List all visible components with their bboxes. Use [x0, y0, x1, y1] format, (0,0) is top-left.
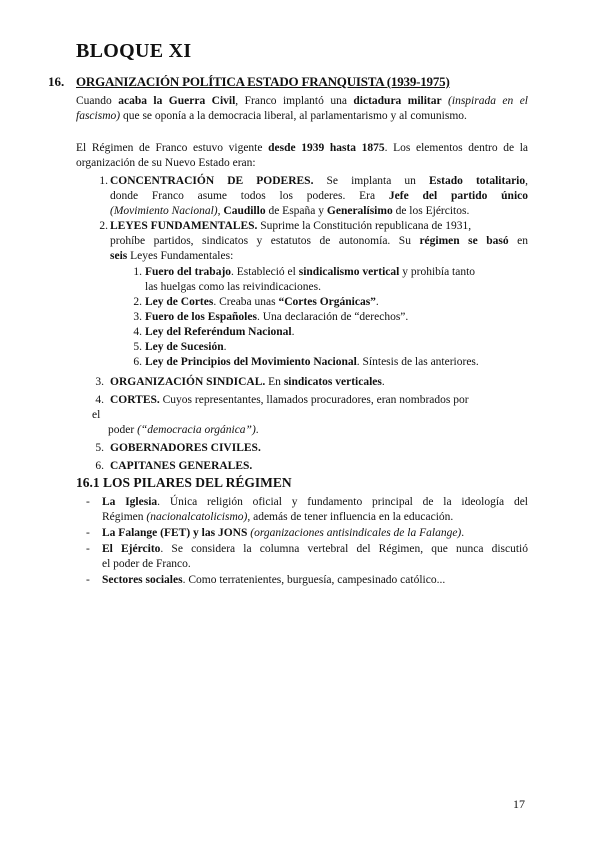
law-principios: Ley de Principios del Movimiento Nacional. Síntesis de las anteriores.	[145, 356, 479, 368]
item-concentracion-line3: (Movimiento Nacional), Caudillo de España y Generalísimo de los Ejércitos.	[110, 205, 470, 217]
law-sucesion: Ley de Sucesión.	[145, 341, 227, 353]
pillars-heading: 16.1 LOS PILARES DEL RÉGIMEN	[76, 475, 292, 490]
regime-paragraph: El Régimen de Franco estuvo vigente desde 1939 hasta 1875. Los elementos dentro de la organización de su Nuevo Estado eran:	[76, 142, 529, 169]
law-number: 1.	[133, 266, 142, 278]
item-leyes-line3: seis Leyes Fundamentales:	[110, 250, 234, 262]
section-title: ORGANIZACIÓN POLÍTICA ESTADO FRANQUISTA (1939-1975)	[76, 74, 450, 89]
item-capitanes: CAPITANES GENERALES.	[110, 460, 253, 472]
item-number: 6.	[95, 460, 104, 472]
intro-paragraph: Cuando acaba la Guerra Civil, Franco implantó una dictadura militar (inspirada en el fascismo) que se oponía a la democracia liberal, al parlamentarismo y al comunismo.	[76, 95, 529, 122]
pillar-ejercito-line1: El Ejército. Se considera la columna vertebral del Régimen, que nunca discutió	[102, 543, 529, 555]
item-number: 4.	[95, 394, 104, 406]
item-cortes-line3: poder (“democracia orgánica”).	[108, 424, 259, 436]
law-number: 4.	[133, 326, 142, 338]
law-fuero-espanoles: Fuero de los Españoles. Una declaración de “derechos”.	[145, 311, 409, 323]
law-number: 3.	[133, 311, 142, 323]
item-number: 2.	[99, 220, 108, 232]
section-number: 16.	[48, 74, 65, 89]
item-cortes-line2: el	[92, 409, 101, 421]
item-number: 5.	[95, 442, 104, 454]
item-sindical: ORGANIZACIÓN SINDICAL. En sindicatos verticales.	[110, 376, 385, 388]
pillar-ejercito-line2: el poder de Franco.	[102, 558, 191, 570]
law-fuero-trabajo: Fuero del trabajo. Estableció el sindicalismo vertical y prohibía tanto	[145, 266, 476, 278]
bullet-dash: -	[86, 527, 90, 539]
law-referendum: Ley del Referéndum Nacional.	[145, 326, 295, 338]
item-number: 3.	[95, 376, 104, 388]
bullet-dash: -	[86, 543, 90, 555]
item-cortes-line1: CORTES. Cuyos representantes, llamados procuradores, eran nombrados por	[110, 394, 469, 406]
page-number: 17	[513, 797, 525, 811]
block-title: BLOQUE XI	[76, 40, 192, 62]
law-number: 6.	[133, 356, 142, 368]
item-concentracion-line2: donde Franco asume todos los poderes. Era Jefe del partido único	[110, 190, 529, 202]
law-fuero-trabajo-cont: las huelgas como las reivindicaciones.	[145, 281, 321, 293]
item-gobernadores: GOBERNADORES CIVILES.	[110, 442, 261, 454]
item-leyes-line2: prohíbe partidos, sindicatos y estatutos de autonomía. Su régimen se basó en	[110, 235, 528, 247]
pillar-iglesia-line2: Régimen (nacionalcatolicismo), además de tener influencia en la educación.	[102, 511, 454, 523]
item-leyes-line1: LEYES FUNDAMENTALES. Suprime la Constitución republicana de 1931,	[110, 220, 472, 232]
pillar-iglesia-line1: La Iglesia. Única religión oficial y fundamento principal de la ideología del	[102, 496, 528, 508]
pillar-falange: La Falange (FET) y las JONS (organizaciones antisindicales de la Falange).	[102, 527, 465, 539]
law-number: 2.	[133, 296, 142, 308]
law-number: 5.	[133, 341, 142, 353]
bullet-dash: -	[86, 574, 90, 586]
law-ley-cortes: Ley de Cortes. Creaba unas “Cortes Orgánicas”.	[145, 296, 379, 308]
item-number: 1.	[99, 175, 108, 187]
pillar-sectores: Sectores sociales. Como terratenientes, burguesía, campesinado católico...	[102, 574, 446, 586]
item-concentracion-line1: CONCENTRACIÓN DE PODERES. Se implanta un Estado totalitario,	[110, 175, 528, 187]
bullet-dash: -	[86, 496, 90, 508]
